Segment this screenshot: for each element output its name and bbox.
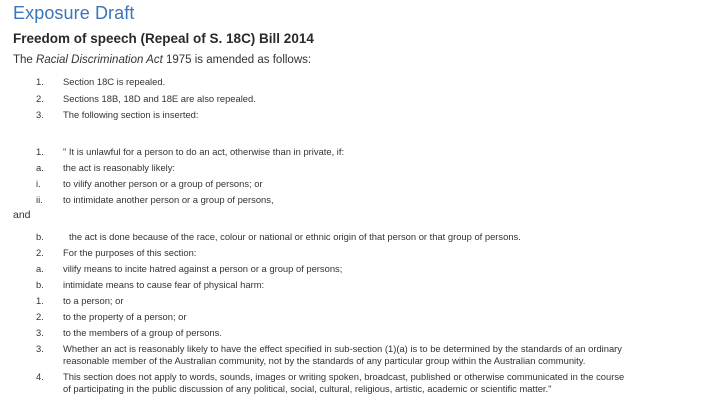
item-number: ii. [36, 194, 43, 205]
item-number: 2. [36, 93, 44, 104]
intro-text [13, 54, 311, 66]
item-number: a. [36, 162, 44, 173]
item-text: vilify means to incite hatred against a person or a group of persons; [63, 263, 343, 274]
item-number: 2. [36, 247, 44, 258]
intro-suffix: 1975 is amended as follows: [162, 54, 312, 66]
item-number: 1. [36, 146, 44, 157]
item-number: b. [36, 231, 44, 242]
item-text: " It is unlawful for a person to do an act, otherwise than in private, if: [63, 146, 345, 157]
item-text: Whether an act is reasonably likely to have the effect specified in sub-section (1)(a) is to be determined by the standards of an ordinary reasonable member of the Australian community, not by the standards of any particular group within the Australian community. [63, 343, 622, 366]
item-number: 3. [36, 327, 44, 338]
item-text: to the members of a group of persons. [63, 327, 222, 338]
item-text: to a person; or [63, 295, 124, 306]
act-name: Racial Discrimination Act [36, 54, 163, 66]
item-text: Sections 18B, 18D and 18E are also repealed. [63, 93, 256, 104]
item-number: 3. [36, 343, 44, 354]
item-number: 3. [36, 109, 44, 120]
item-number: b. [36, 279, 44, 290]
item-text: For the purposes of this section: [63, 247, 197, 258]
bill-title: Freedom of speech (Repeal of S. 18C) Bill 2014 [13, 31, 314, 46]
item-text: intimidate means to cause fear of physical harm: [63, 279, 265, 290]
item-text: to vilify another person or a group of persons; or [63, 178, 263, 189]
item-text: The following section is inserted: [63, 109, 199, 120]
item-text: the act is reasonably likely: [63, 162, 176, 173]
item-text: to the property of a person; or [63, 311, 187, 322]
item-number: 4. [36, 371, 44, 382]
item-number: i. [36, 178, 41, 189]
item-text: to intimidate another person or a group of persons, [63, 194, 274, 205]
item-text: This section does not apply to words, sounds, images or writing spoken, broadcast, published or otherwise communicated in the course of participating in the public discussion of any political, social, cultural, religious, artistic, academic or scientific matter." [63, 371, 625, 394]
item-number: 1. [36, 295, 44, 306]
item-number: a. [36, 263, 44, 274]
item-number: 2. [36, 311, 44, 322]
page-title: Exposure Draft [13, 3, 135, 23]
item-text: Section 18C is repealed. [63, 76, 166, 87]
intro-prefix: The [13, 54, 37, 66]
item-text: the act is done because of the race, colour or national or ethnic origin of that person or that group of persons. [69, 231, 521, 242]
item-number: 1. [36, 76, 44, 87]
and-connector: and [13, 209, 31, 221]
